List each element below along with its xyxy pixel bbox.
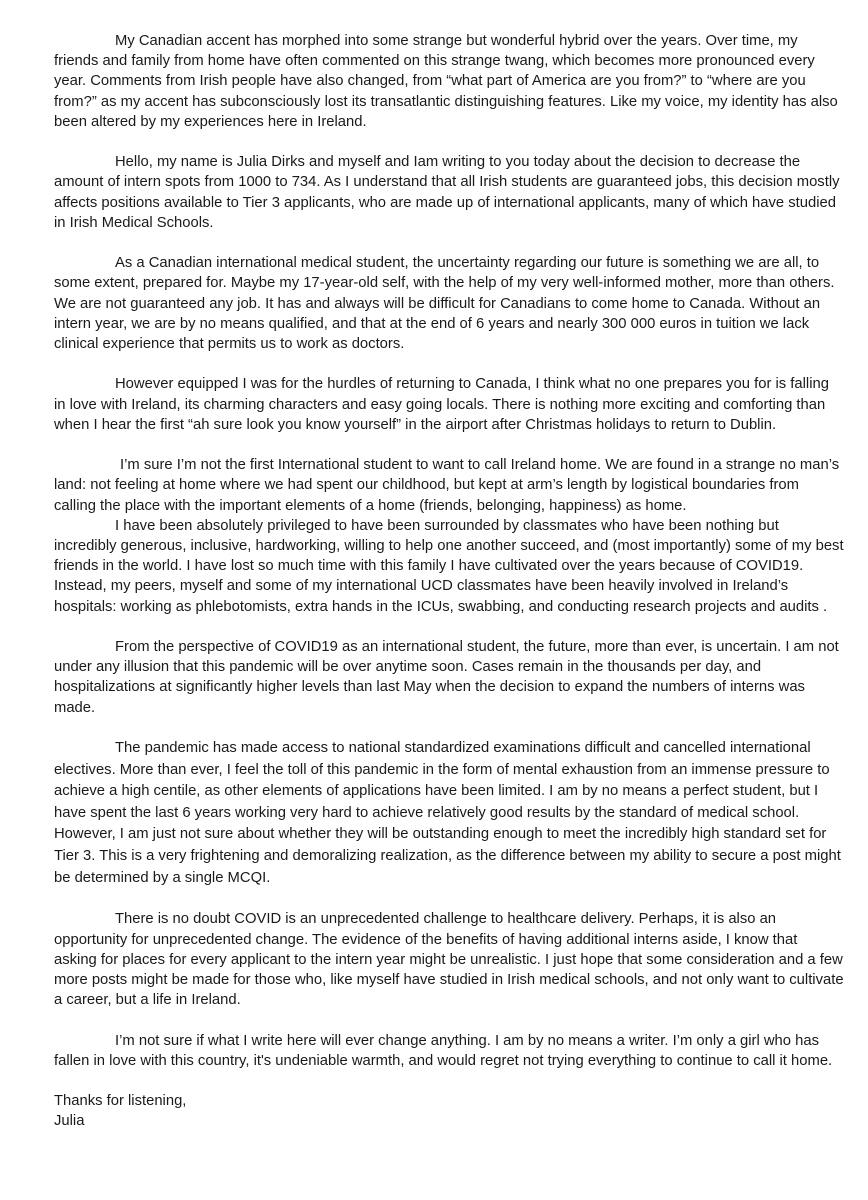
signature: Julia	[54, 1113, 85, 1130]
closing-line: Thanks for listening,	[54, 1093, 187, 1110]
paragraph-covid-uncertainty: From the perspective of COVID19 as an international student, the future, more than ever, is uncertain. I am not under any illusion that this pandemic will be over anytime soon. Cases remain in the thousands per day, and hospitalizations at significantly higher levels than last May when the decision to expand the numbers of interns was made.	[54, 639, 839, 716]
letter-document	[54, 31, 844, 1132]
paragraph-classmates: I have been absolutely privileged to have been surrounded by classmates who have been nothing but incredibly generous, inclusive, hardworking, willing to help one another succeed, and (most importantly) some of my best friends in the world. I have lost so much time with this family I have cultivated over the years because of COVID19. Instead, my peers, myself and some of my international UCD classmates have been heavily involved in Ireland’s hospitals: working as phlebotomists, extra hands in the ICUs, swabbing, and conducting research projects and audits .	[54, 517, 844, 615]
paragraph-examinations: The pandemic has made access to national standardized examinations difficult and cancelled international electives. More than ever, I feel the toll of this pandemic in the form of mental exhaustion from an immense pressure to achieve a high centile, as other elements of applications have been limited. I am by no means a perfect student, but I have spent the last 6 years working very hard to achieve relatively good results by the standard of medical school. However, I am just not sure about whether they will be outstanding enough to meet the incredibly high standard set for Tier 3. This is a very frightening and demoralizing realization, as the difference between my ability to secure a post might be determined by a single MCQI.	[54, 740, 841, 886]
paragraph-unprecedented-change: There is no doubt COVID is an unprecedented challenge to healthcare delivery. Perhaps, it is also an opportunity for unprecedented change. The evidence of the benefits of having additional interns aside, I know that asking for places for every applicant to the intern year might be unrealistic. I just hope that some consideration and a few more posts might be made for those who, like myself have studied in Irish medical schools, and not only want to cultivate a career, but a life in Ireland.	[54, 911, 844, 1009]
paragraph-introduction: Hello, my name is Julia Dirks and myself and Iam writing to you today about the decision to decrease the amount of intern spots from 1000 to 734. As I understand that all Irish students are guaranteed jobs, this decision mostly affects positions available to Tier 3 applicants, who are made up of international applicants, many of which have studied in Irish Medical Schools.	[54, 154, 840, 231]
paragraph-canadian-student: As a Canadian international medical student, the uncertainty regarding our future is something we are all, to some extent, prepared for. Maybe my 17-year-old self, with the help of my very well-informed mother, more than others. We are not guaranteed any job. It has and always will be difficult for Canadians to come home to Canada. Without an intern year, we are by no means qualified, and that at the end of 6 years and nearly 300 000 euros in tuition we lack clinical experience that permits us to work as doctors.	[54, 255, 835, 353]
paragraph-no-mans-land: I’m sure I’m not the first International student to want to call Ireland home. We are found in a strange no man’s land: not feeling at home where we had spent our childhood, but kept at arm’s length by logistical boundaries from calling the place with the important elements of a home (friends, belonging, happiness) as home.	[54, 457, 840, 514]
letter-closing	[54, 1091, 844, 1131]
paragraph-love-of-ireland: However equipped I was for the hurdles of returning to Canada, I think what no one prepares you for is falling in love with Ireland, its charming characters and easy going locals. There is nothing more exciting and comforting than when I hear the first “ah sure look you know yourself” in the airport after Christmas holidays to return to Dublin.	[54, 376, 829, 433]
paragraph-conclusion: I’m not sure if what I write here will ever change anything. I am by no means a writer. I’m only a girl who has fallen in love with this country, it's undeniable warmth, and would regret not trying everything to continue to call it home.	[54, 1032, 833, 1069]
paragraph-accent: My Canadian accent has morphed into some strange but wonderful hybrid over the years. Over time, my friends and family from home have often commented on this strange twang, which becomes more pronounced every year. Comments from Irish people have also changed, from “what part of America are you from?” to “where are you from?” as my accent has subconsciously lost its transatlantic distinguishing features. Like my voice, my identity has also been altered by my experiences here in Ireland.	[54, 33, 838, 130]
